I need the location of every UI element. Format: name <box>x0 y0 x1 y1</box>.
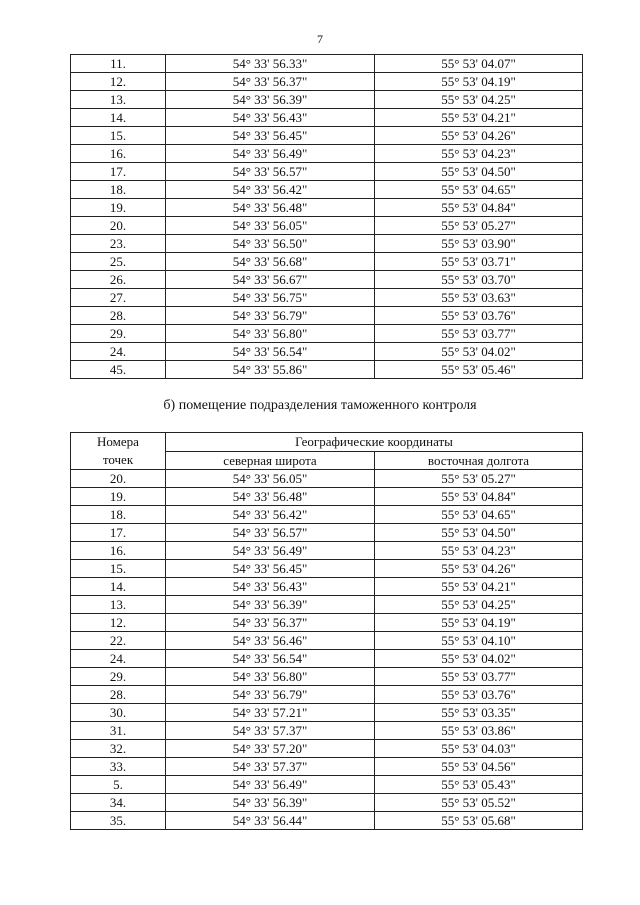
table-row <box>71 289 583 307</box>
latitude-cell: 54° 33' 56.80" <box>166 325 375 343</box>
point-number-cell: 12. <box>71 73 166 91</box>
header-longitude: восточная долгота <box>375 451 583 470</box>
point-number-cell: 20. <box>71 217 166 235</box>
longitude-cell: 55° 53' 04.84" <box>375 199 583 217</box>
point-number-cell: 14. <box>71 109 166 127</box>
point-number-cell: 12. <box>71 614 166 632</box>
point-number-cell: 28. <box>71 686 166 704</box>
longitude-cell: 55° 53' 03.35" <box>375 704 583 722</box>
point-number-cell: 19. <box>71 199 166 217</box>
latitude-cell: 54° 33' 56.39" <box>166 91 375 109</box>
point-number-cell: 18. <box>71 506 166 524</box>
table-row <box>71 704 583 722</box>
latitude-cell: 54° 33' 56.43" <box>166 578 375 596</box>
point-number-cell: 15. <box>71 560 166 578</box>
latitude-cell: 54° 33' 56.54" <box>166 343 375 361</box>
point-number-cell: 30. <box>71 704 166 722</box>
table-row <box>71 73 583 91</box>
table-row <box>71 686 583 704</box>
point-number-cell: 19. <box>71 488 166 506</box>
longitude-cell: 55° 53' 03.86" <box>375 722 583 740</box>
header-point-number-line2: точек <box>102 452 134 467</box>
point-number-cell: 14. <box>71 578 166 596</box>
table-row <box>71 91 583 109</box>
table-row <box>71 199 583 217</box>
table-row <box>71 55 583 73</box>
latitude-cell: 54° 33' 57.37" <box>166 758 375 776</box>
longitude-cell: 55° 53' 04.02" <box>375 650 583 668</box>
longitude-cell: 55° 53' 04.26" <box>375 560 583 578</box>
latitude-cell: 54° 33' 56.43" <box>166 109 375 127</box>
header-point-number-line1: Номера <box>97 434 139 449</box>
latitude-cell: 54° 33' 56.37" <box>166 614 375 632</box>
point-number-cell: 29. <box>71 325 166 343</box>
table-row <box>71 650 583 668</box>
point-number-cell: 31. <box>71 722 166 740</box>
point-number-cell: 25. <box>71 253 166 271</box>
latitude-cell: 54° 33' 56.39" <box>166 794 375 812</box>
coordinates-table-b <box>70 432 583 830</box>
longitude-cell: 55° 53' 03.77" <box>375 325 583 343</box>
point-number-cell: 32. <box>71 740 166 758</box>
table-row <box>71 235 583 253</box>
table-row <box>71 560 583 578</box>
longitude-cell: 55° 53' 04.10" <box>375 632 583 650</box>
point-number-cell: 16. <box>71 145 166 163</box>
header-latitude: северная широта <box>166 451 375 470</box>
table-row <box>71 596 583 614</box>
latitude-cell: 54° 33' 56.49" <box>166 145 375 163</box>
longitude-cell: 55° 53' 04.50" <box>375 163 583 181</box>
latitude-cell: 54° 33' 56.50" <box>166 235 375 253</box>
latitude-cell: 54° 33' 56.45" <box>166 560 375 578</box>
latitude-cell: 54° 33' 56.68" <box>166 253 375 271</box>
table-row <box>71 740 583 758</box>
table-row <box>71 163 583 181</box>
point-number-cell: 27. <box>71 289 166 307</box>
point-number-cell: 45. <box>71 361 166 379</box>
point-number-cell: 29. <box>71 668 166 686</box>
point-number-cell: 34. <box>71 794 166 812</box>
header-geo-coordinates: Географические координаты <box>166 433 583 452</box>
longitude-cell: 55° 53' 05.52" <box>375 794 583 812</box>
latitude-cell: 54° 33' 56.05" <box>166 470 375 488</box>
longitude-cell: 55° 53' 04.65" <box>375 506 583 524</box>
latitude-cell: 54° 33' 56.80" <box>166 668 375 686</box>
latitude-cell: 54° 33' 56.57" <box>166 524 375 542</box>
table-row <box>71 217 583 235</box>
point-number-cell: 18. <box>71 181 166 199</box>
point-number-cell: 11. <box>71 55 166 73</box>
point-number-cell: 15. <box>71 127 166 145</box>
longitude-cell: 55° 53' 05.68" <box>375 812 583 830</box>
point-number-cell: 20. <box>71 470 166 488</box>
longitude-cell: 55° 53' 04.19" <box>375 614 583 632</box>
table-row <box>71 271 583 289</box>
latitude-cell: 54° 33' 56.79" <box>166 307 375 325</box>
longitude-cell: 55° 53' 03.76" <box>375 307 583 325</box>
latitude-cell: 54° 33' 56.67" <box>166 271 375 289</box>
latitude-cell: 54° 33' 57.21" <box>166 704 375 722</box>
latitude-cell: 54° 33' 56.49" <box>166 542 375 560</box>
longitude-cell: 55° 53' 05.46" <box>375 361 583 379</box>
longitude-cell: 55° 53' 03.90" <box>375 235 583 253</box>
coordinates-table-b-body <box>71 470 583 830</box>
latitude-cell: 54° 33' 57.20" <box>166 740 375 758</box>
longitude-cell: 55° 53' 05.27" <box>375 470 583 488</box>
point-number-cell: 16. <box>71 542 166 560</box>
coordinates-table-a-body <box>71 55 583 379</box>
point-number-cell: 23. <box>71 235 166 253</box>
table-row <box>71 614 583 632</box>
table-row <box>71 506 583 524</box>
longitude-cell: 55° 53' 03.71" <box>375 253 583 271</box>
latitude-cell: 54° 33' 55.86" <box>166 361 375 379</box>
latitude-cell: 54° 33' 56.48" <box>166 199 375 217</box>
table-row <box>71 758 583 776</box>
point-number-cell: 28. <box>71 307 166 325</box>
longitude-cell: 55° 53' 04.25" <box>375 596 583 614</box>
longitude-cell: 55° 53' 04.21" <box>375 109 583 127</box>
latitude-cell: 54° 33' 57.37" <box>166 722 375 740</box>
latitude-cell: 54° 33' 56.75" <box>166 289 375 307</box>
table-row <box>71 470 583 488</box>
table-row <box>71 325 583 343</box>
longitude-cell: 55° 53' 04.50" <box>375 524 583 542</box>
table-b-header <box>71 433 583 470</box>
page-number: 7 <box>317 32 323 46</box>
point-number-cell: 26. <box>71 271 166 289</box>
point-number-cell: 24. <box>71 343 166 361</box>
point-number-cell: 33. <box>71 758 166 776</box>
table-row <box>71 542 583 560</box>
longitude-cell: 55° 53' 04.65" <box>375 181 583 199</box>
point-number-cell: 5. <box>71 776 166 794</box>
longitude-cell: 55° 53' 03.63" <box>375 289 583 307</box>
point-number-cell: 35. <box>71 812 166 830</box>
longitude-cell: 55° 53' 03.70" <box>375 271 583 289</box>
table-row <box>71 668 583 686</box>
longitude-cell: 55° 53' 04.56" <box>375 758 583 776</box>
latitude-cell: 54° 33' 56.45" <box>166 127 375 145</box>
table-row <box>71 722 583 740</box>
latitude-cell: 54° 33' 56.42" <box>166 181 375 199</box>
table-row <box>71 253 583 271</box>
latitude-cell: 54° 33' 56.05" <box>166 217 375 235</box>
table-row <box>71 109 583 127</box>
table-row <box>71 145 583 163</box>
point-number-cell: 13. <box>71 91 166 109</box>
latitude-cell: 54° 33' 56.49" <box>166 776 375 794</box>
table-row <box>71 361 583 379</box>
longitude-cell: 55° 53' 03.77" <box>375 668 583 686</box>
latitude-cell: 54° 33' 56.42" <box>166 506 375 524</box>
table-row <box>71 776 583 794</box>
point-number-cell: 17. <box>71 524 166 542</box>
longitude-cell: 55° 53' 04.23" <box>375 145 583 163</box>
latitude-cell: 54° 33' 56.44" <box>166 812 375 830</box>
longitude-cell: 55° 53' 04.19" <box>375 73 583 91</box>
latitude-cell: 54° 33' 56.48" <box>166 488 375 506</box>
point-number-cell: 13. <box>71 596 166 614</box>
table-row <box>71 307 583 325</box>
longitude-cell: 55° 53' 04.03" <box>375 740 583 758</box>
longitude-cell: 55° 53' 04.84" <box>375 488 583 506</box>
latitude-cell: 54° 33' 56.57" <box>166 163 375 181</box>
header-point-number <box>71 433 166 470</box>
table-row <box>71 632 583 650</box>
longitude-cell: 55° 53' 04.26" <box>375 127 583 145</box>
latitude-cell: 54° 33' 56.79" <box>166 686 375 704</box>
longitude-cell: 55° 53' 04.02" <box>375 343 583 361</box>
table-row <box>71 578 583 596</box>
table-row <box>71 343 583 361</box>
table-row <box>71 127 583 145</box>
longitude-cell: 55° 53' 05.27" <box>375 217 583 235</box>
point-number-cell: 17. <box>71 163 166 181</box>
latitude-cell: 54° 33' 56.54" <box>166 650 375 668</box>
table-row <box>71 812 583 830</box>
point-number-cell: 22. <box>71 632 166 650</box>
table-row <box>71 524 583 542</box>
table-row <box>71 488 583 506</box>
point-number-cell: 24. <box>71 650 166 668</box>
latitude-cell: 54° 33' 56.39" <box>166 596 375 614</box>
longitude-cell: 55° 53' 04.25" <box>375 91 583 109</box>
latitude-cell: 54° 33' 56.33" <box>166 55 375 73</box>
longitude-cell: 55° 53' 04.07" <box>375 55 583 73</box>
longitude-cell: 55° 53' 03.76" <box>375 686 583 704</box>
section-b-caption: б) помещение подразделения таможенного контроля <box>163 398 477 413</box>
latitude-cell: 54° 33' 56.46" <box>166 632 375 650</box>
table-row <box>71 181 583 199</box>
table-row <box>71 794 583 812</box>
longitude-cell: 55° 53' 04.23" <box>375 542 583 560</box>
longitude-cell: 55° 53' 04.21" <box>375 578 583 596</box>
coordinates-table-a <box>70 54 583 379</box>
longitude-cell: 55° 53' 05.43" <box>375 776 583 794</box>
latitude-cell: 54° 33' 56.37" <box>166 73 375 91</box>
